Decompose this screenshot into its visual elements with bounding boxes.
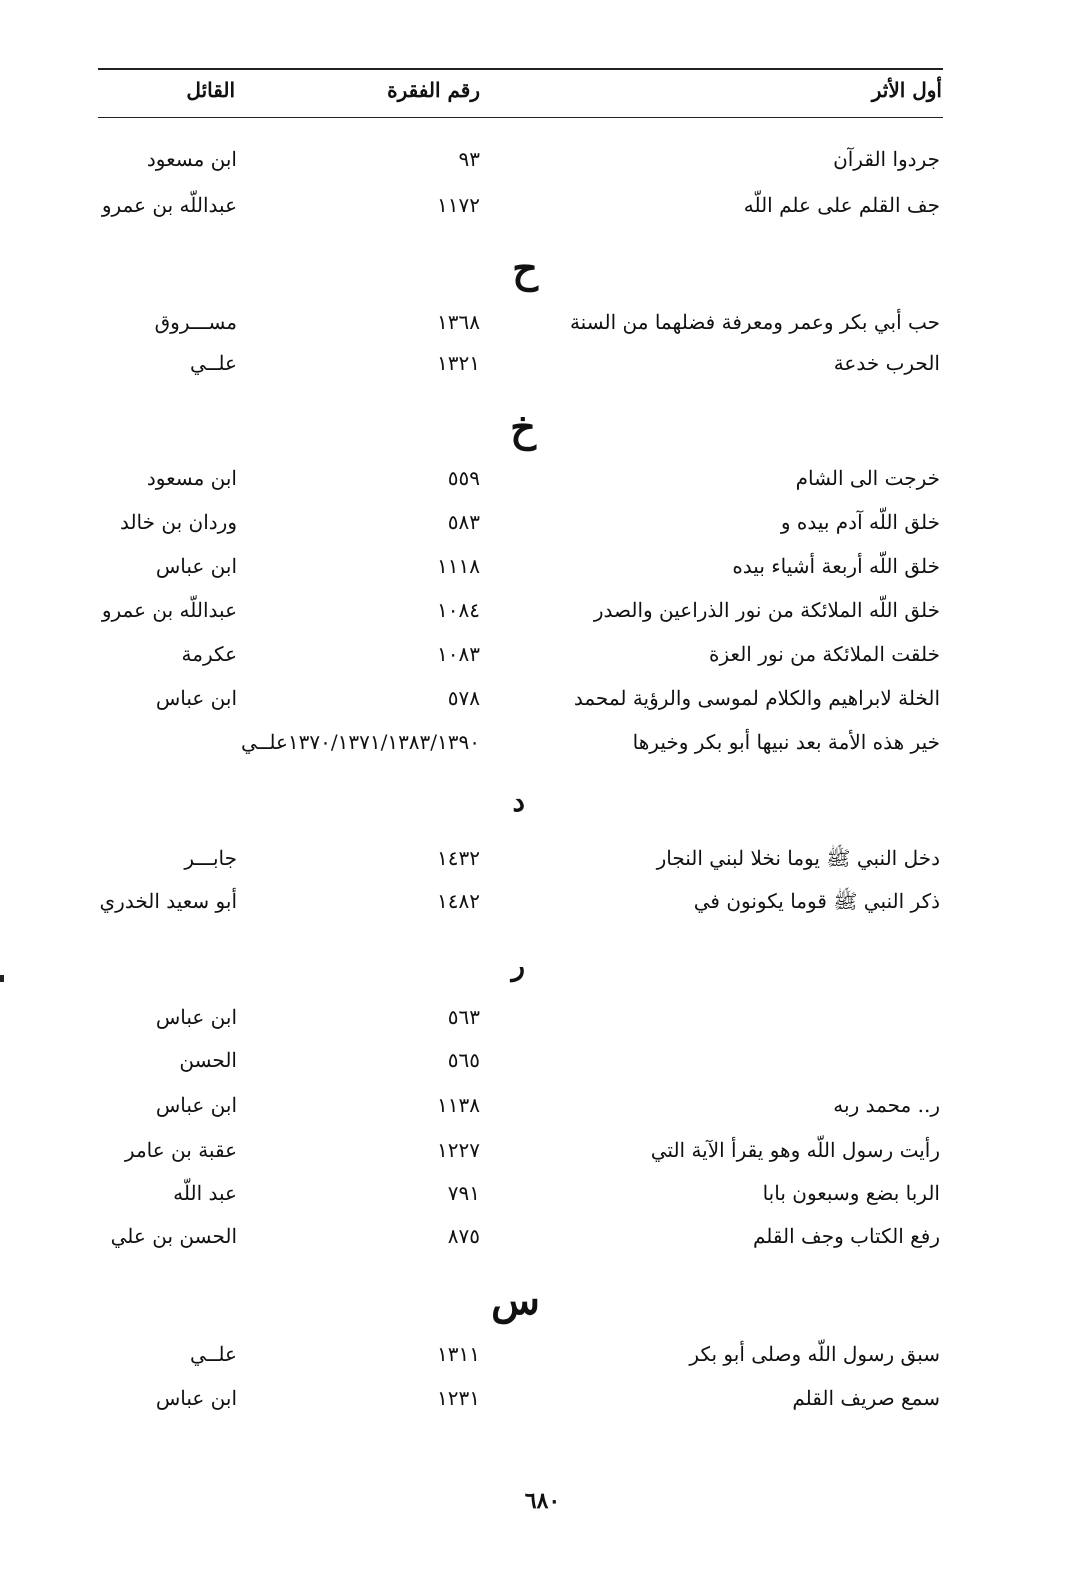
row-number: ١٣١١ <box>437 1342 480 1366</box>
row-text: خرجت الى الشام <box>795 466 940 490</box>
row-number: ١٣٧٠/١٣٧١/١٣٨٣/١٣٩٠علــي <box>240 730 480 754</box>
row-number: ١٠٨٣ <box>437 642 480 666</box>
row-number: ٧٩١ <box>447 1181 480 1205</box>
row-speaker: الحسن <box>179 1048 237 1072</box>
index-row <box>0 678 1085 718</box>
row-speaker: ابن عباس <box>155 1005 237 1029</box>
row-speaker: ابن عباس <box>155 1386 237 1410</box>
row-text: سبق رسول اللّه وصلى أبو بكر <box>689 1342 940 1366</box>
row-speaker: مســـروق <box>154 310 237 334</box>
row-text: الربا بضع وسبعون بابا <box>762 1181 940 1205</box>
row-number: ١١٣٨ <box>437 1093 480 1117</box>
row-text: ر.. محمد ربه <box>833 1093 940 1117</box>
row-number: ٥٥٩ <box>447 466 480 490</box>
row-number: ١١٧٢ <box>437 193 480 217</box>
row-speaker: عبد اللّه <box>173 1181 237 1205</box>
index-row <box>0 502 1085 542</box>
row-text: خلق اللّه آدم بيده و <box>780 510 940 534</box>
row-speaker: وردان بن خالد <box>119 510 237 534</box>
row-number: ٨٧٥ <box>447 1224 480 1248</box>
row-speaker: عبداللّه بن عمرو <box>101 598 237 622</box>
row-speaker: ابن عباس <box>155 686 237 710</box>
index-row <box>0 838 1085 878</box>
section-letter: خ <box>510 404 536 451</box>
row-number: ١١١٨ <box>437 554 480 578</box>
index-row <box>0 1130 1085 1170</box>
scan-speck <box>0 975 4 982</box>
row-text: دخل النبي ﷺ يوما نخلا لبني النجار <box>656 846 940 870</box>
row-speaker: علــي <box>190 1342 237 1366</box>
index-row <box>0 997 1085 1037</box>
index-row <box>0 1173 1085 1213</box>
row-text: حب أبي بكر وعمر ومعرفة فضلهما من السنة <box>569 310 940 334</box>
row-speaker: عكرمة <box>181 642 237 666</box>
row-text: الخلة لابراهيم والكلام لموسى والرؤية لمحمد <box>573 686 940 710</box>
header-speaker: القائل <box>186 78 235 102</box>
index-row <box>0 139 1085 179</box>
index-row <box>0 634 1085 674</box>
index-row <box>0 722 1085 762</box>
row-text: ذكر النبي ﷺ قوما يكونون في <box>693 889 940 913</box>
row-text: رأيت رسول اللّه وهو يقرأ الآية التي <box>650 1138 940 1162</box>
row-number: ١٢٢٧ <box>437 1138 480 1162</box>
row-speaker: عقبة بن عامر <box>124 1138 237 1162</box>
section-letter: ر <box>511 949 525 982</box>
row-number: ٥٦٣ <box>447 1005 480 1029</box>
header-first-words: أول الأثر <box>871 78 942 102</box>
row-number: ١٣٢١ <box>437 351 480 375</box>
row-text: خير هذه الأمة بعد نبيها أبو بكر وخيرها <box>632 730 940 754</box>
row-number: ١٢٣١ <box>437 1386 480 1410</box>
row-text: سمع صريف القلم <box>792 1386 940 1410</box>
row-number: ٥٧٨ <box>447 686 480 710</box>
row-text: خلقت الملائكة من نور العزة <box>709 642 940 666</box>
section-letter: س <box>491 1277 540 1324</box>
row-number: ٩٣ <box>458 147 480 171</box>
row-speaker: الحسن بن علي <box>110 1224 237 1248</box>
index-row <box>0 590 1085 630</box>
row-speaker: جابـــر <box>184 846 237 870</box>
page-number: ٦٨٠ <box>524 1488 561 1514</box>
row-number: ٥٨٣ <box>447 510 480 534</box>
row-text: خلق اللّه الملائكة من نور الذراعين والصدر <box>593 598 940 622</box>
index-row <box>0 546 1085 586</box>
index-row <box>0 302 1085 342</box>
row-speaker: عبداللّه بن عمرو <box>101 193 237 217</box>
header-rule <box>98 117 943 118</box>
row-speaker: علــي <box>190 351 237 375</box>
index-row <box>0 185 1085 225</box>
section-letter: د <box>512 785 525 818</box>
row-speaker: ابن عباس <box>155 554 237 578</box>
index-row <box>0 458 1085 498</box>
row-text: جردوا القرآن <box>833 147 940 171</box>
row-text: الحرب خدعة <box>833 351 940 375</box>
row-number: ١٤٣٢ <box>437 846 480 870</box>
top-rule <box>98 68 943 70</box>
index-row <box>0 1085 1085 1125</box>
index-row <box>0 1216 1085 1256</box>
row-speaker: أبو سعيد الخدري <box>99 889 237 913</box>
row-number: ١٣٦٨ <box>437 310 480 334</box>
row-text: رفع الكتاب وجف القلم <box>752 1224 940 1248</box>
row-number: ١٤٨٢ <box>437 889 480 913</box>
row-text: خلق اللّه أربعة أشياء بيده <box>732 554 940 578</box>
row-speaker: ابن مسعود <box>146 466 237 490</box>
section-letter: ح <box>512 245 538 292</box>
index-row <box>0 881 1085 921</box>
row-speaker: ابن مسعود <box>146 147 237 171</box>
row-speaker: ابن عباس <box>155 1093 237 1117</box>
index-row <box>0 1378 1085 1418</box>
index-row <box>0 343 1085 383</box>
index-row <box>0 1040 1085 1080</box>
row-number: ٥٦٥ <box>447 1048 480 1072</box>
row-number: ١٠٨٤ <box>437 598 480 622</box>
index-row <box>0 1334 1085 1374</box>
header-paragraph-number: رقم الفقرة <box>387 78 480 102</box>
row-text: جف القلم على علم اللّه <box>743 193 940 217</box>
